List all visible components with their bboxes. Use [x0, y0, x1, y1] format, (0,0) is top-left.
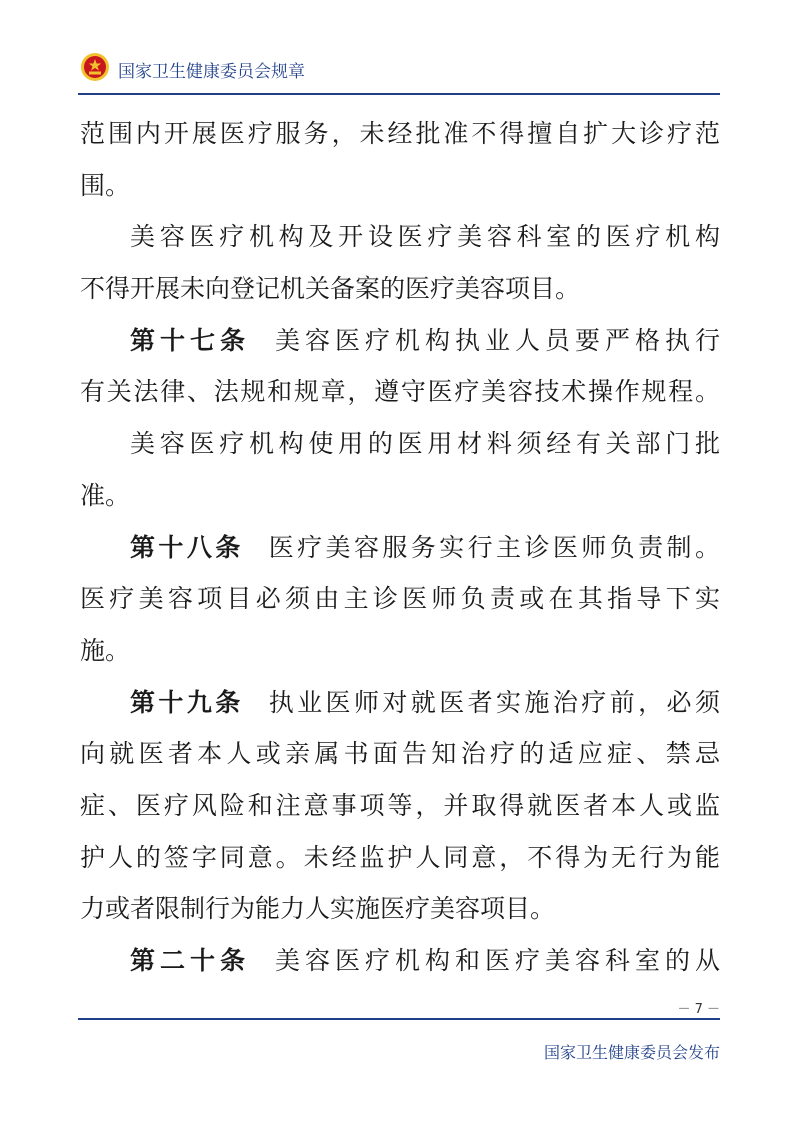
paragraph-line: 不得开展未向登记机关备案的医疗美容项目。: [80, 274, 581, 304]
page-number: － 7 －: [677, 1002, 720, 1017]
paragraph-line: 美容医疗机构使用的医用材料须经有关部门批: [130, 429, 720, 459]
paragraph-line: 范围内开展医疗服务，未经批准不得擅自扩大诊疗范: [80, 119, 720, 148]
paragraph-line: 围。: [80, 170, 131, 200]
document-body: [80, 108, 720, 987]
paragraph-line: 力或者限制行为能力人实施医疗美容项目。: [80, 894, 556, 924]
article-text: 美容医疗机构和医疗美容科室的从: [275, 946, 720, 975]
article-text: 医疗美容服务实行主诊医师负责制。: [268, 532, 720, 562]
header-title: 国家卫生健康委员会规章: [118, 62, 305, 82]
article-17: [80, 315, 720, 367]
article-number: 第十八条: [130, 532, 244, 562]
page-header: [80, 52, 720, 86]
article-19: [80, 677, 720, 729]
article-text: 执业医师对就医者实施治疗前，必须: [268, 687, 720, 717]
article-text: 美容医疗机构执业人员要严格执行: [275, 325, 720, 355]
paragraph-line: 施。: [80, 635, 131, 665]
paragraph-line: 美容医疗机构及开设医疗美容科室的医疗机构: [130, 222, 720, 252]
article-number: 第十七条: [130, 325, 250, 355]
paragraph-line: 准。: [80, 480, 131, 510]
article-20: [80, 935, 720, 987]
header-divider: [78, 93, 720, 95]
paragraph-line: 向就医者本人或亲属书面告知治疗的适应症、禁忌: [80, 739, 720, 769]
paragraph-line: 有关法律、法规和规章，遵守医疗美容技术操作规程。: [80, 377, 720, 407]
footer-publisher: 国家卫生健康委员会发布: [543, 1043, 720, 1062]
paragraph-line: 症、医疗风险和注意事项等，并取得就医者本人或监: [80, 790, 720, 820]
article-18: [80, 522, 720, 574]
paragraph-line: 医疗美容项目必须由主诊医师负责或在其指导下实: [80, 584, 720, 614]
footer-divider: [78, 1018, 720, 1020]
paragraph-line: 护人的签字同意。未经监护人同意，不得为无行为能: [80, 842, 720, 872]
article-number: 第二十条: [130, 946, 250, 975]
article-number: 第十九条: [130, 687, 244, 717]
national-emblem-icon: [80, 52, 110, 82]
